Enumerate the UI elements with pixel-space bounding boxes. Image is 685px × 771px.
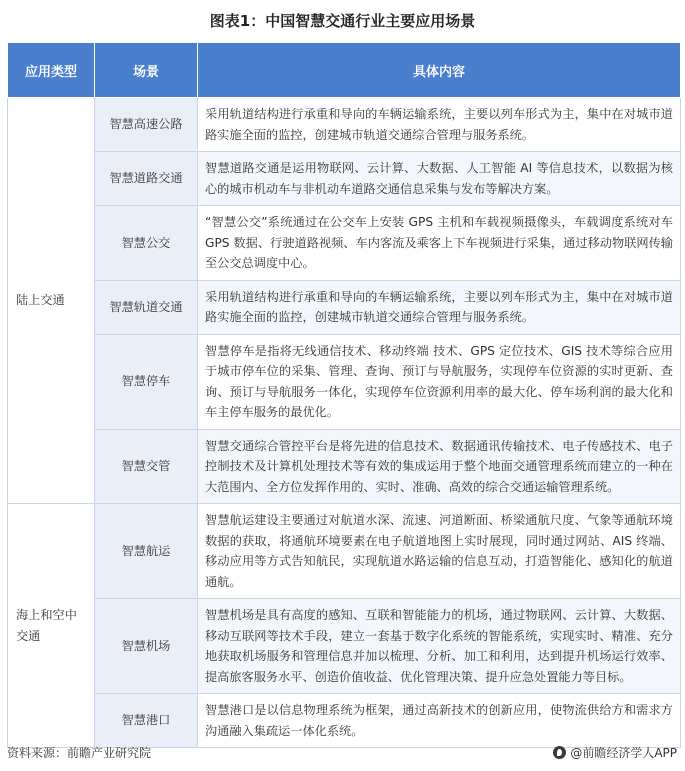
scenario-table-container [7,42,680,748]
page-title: 图表1：中国智慧交通行业主要应用场景 [209,12,476,30]
scenario-table [7,42,681,748]
table-row [8,98,681,152]
content-cell: 智慧港口是以信息物理系统为框架，通过高新技术的创新应用，使物流供给方和需求方沟通融入集疏运一体化系统。 [198,694,681,748]
scene-cell: 智慧道路交通 [95,152,198,206]
content-cell: 采用轨道结构进行承重和导向的车辆运输系统，主要以列车形式为主，集中在对城市道路实施全面的监控，创建城市轨道交通综合管理与服务系统。 [198,280,681,334]
content-cell: 智慧航运建设主要通过对航道水深、流速、河道断面、桥梁通航尺度、气象等通航环境数据的获取，将通航环境要素在电子航道地图上实时展现，同时通过网站、AIS 终端、移动应用等方式告知航民，实现航道水路运输的信息互动，打造智能化、感知化的航道通航。 [198,504,681,599]
scene-cell: 智慧交管 [95,429,198,504]
brand-logo-icon [553,746,566,759]
content-cell: 智慧道路交通是运用物联网、云计算、大数据、人工智能 AI 等信息技术，以数据为核心的城市机动车与非机动车道路交通信息采集与发布等解决方案。 [198,152,681,206]
brand-footer [553,744,677,761]
table-row [8,504,681,599]
scene-cell: 智慧航运 [95,504,198,599]
brand-label: @前瞻经济学人APP [570,746,677,760]
table-row [8,599,681,694]
header-content: 具体内容 [198,43,681,98]
scene-cell: 智慧公交 [95,206,198,281]
scene-cell: 智慧轨道交通 [95,280,198,334]
content-cell: 智慧交通综合管控平台是将先进的信息技术、数据通讯传输技术、电子传感技术、电子控制技术及计算机处理技术等有效的集成运用于整个地面交通管理系统而建立的一种在大范围内、全方位发挥作用的、实时、准确、高效的综合交通运输管理系统。 [198,429,681,504]
header-category: 应用类型 [8,43,95,98]
header-scene: 场景 [95,43,198,98]
content-cell: 智慧机场是具有高度的感知、互联和智能能力的机场，通过物联网、云计算、大数据、移动互联网等技术手段，建立一套基于数字化系统的智能系统，实现实时、精准、充分地获取机场服务和管理信息并加以梳理、分析、加工和利用，达到提升机场运行效率、提高旅客服务水平、创造价值收益、优化管理决策、提升应急处置能力等目标。 [198,599,681,694]
content-cell: 智慧停车是指将无线通信技术、移动终端 技术、GPS 定位技术、GIS 技术等综合应用于城市停车位的采集、管理、查询、预订与导航服务，实现停车位资源的实时更新、查询、预订与导航服务一体化，实现停车位资源利用率的最大化、停车场利润的最大化和车主停车服务的最优化。 [198,334,681,429]
table-row [8,280,681,334]
scene-cell: 智慧港口 [95,694,198,748]
table-header-row [8,43,681,98]
scene-cell: 智慧高速公路 [95,98,198,152]
content-cell: 采用轨道结构进行承重和导向的车辆运输系统，主要以列车形式为主，集中在对城市道路实施全面的监控，创建城市轨道交通综合管理与服务系统。 [198,98,681,152]
table-row [8,429,681,504]
category-cell: 海上和空中交通 [8,504,95,748]
scene-cell: 智慧停车 [95,334,198,429]
table-row [8,152,681,206]
source-note: 资料来源：前瞻产业研究院 [7,746,152,760]
category-cell: 陆上交通 [8,98,95,504]
table-row [8,334,681,429]
table-row [8,206,681,281]
content-cell: “智慧公交”系统通过在公交车上安装 GPS 主机和车载视频摄像头，车载调度系统对车 GPS 数据、行驶道路视频、车内客流及乘客上下车视频进行采集，通过移动物联网传输至公交总调度中心。 [198,206,681,281]
scene-cell: 智慧机场 [95,599,198,694]
table-row [8,694,681,748]
